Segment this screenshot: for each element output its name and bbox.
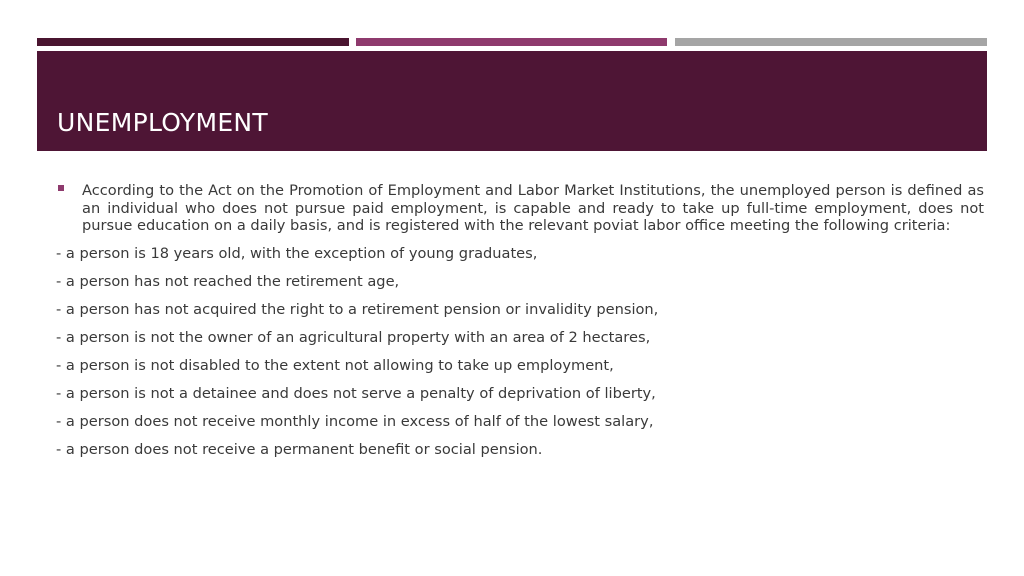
- title-band: [37, 51, 987, 151]
- criteria-item: - a person is not a detainee and does not serve a penalty of deprivation of liberty,: [56, 384, 656, 402]
- slide-title: UNEMPLOYMENT: [57, 108, 268, 137]
- criteria-item: - a person does not receive a permanent benefit or social pension.: [56, 440, 543, 458]
- criteria-list: [56, 245, 984, 458]
- accent-stripe-gray: [675, 38, 987, 46]
- intro-bullet: [56, 182, 984, 235]
- criteria-item: - a person is not the owner of an agricultural property with an area of 2 hectares,: [56, 328, 651, 346]
- criteria-item: - a person has not acquired the right to a retirement pension or invalidity pension,: [56, 300, 659, 318]
- criteria-item: - a person is not disabled to the extent not allowing to take up employment,: [56, 356, 614, 374]
- slide-body: [56, 182, 984, 458]
- intro-text: According to the Act on the Promotion of Employment and Labor Market Institutions, the unemployed person is defined as an individual who does not pursue paid employment, is capable and ready to take up full-time employment, does not pursue education on a daily basis, and is registered with the relevant poviat labor office meeting the following criteria:: [82, 182, 984, 234]
- square-bullet-icon: [58, 185, 64, 191]
- accent-stripe-magenta: [356, 38, 667, 46]
- criteria-item: - a person has not reached the retirement age,: [56, 272, 400, 290]
- criteria-item: - a person is 18 years old, with the exception of young graduates,: [56, 244, 538, 262]
- criteria-item: - a person does not receive monthly income in excess of half of the lowest salary,: [56, 412, 654, 430]
- accent-stripe-dark: [37, 38, 349, 46]
